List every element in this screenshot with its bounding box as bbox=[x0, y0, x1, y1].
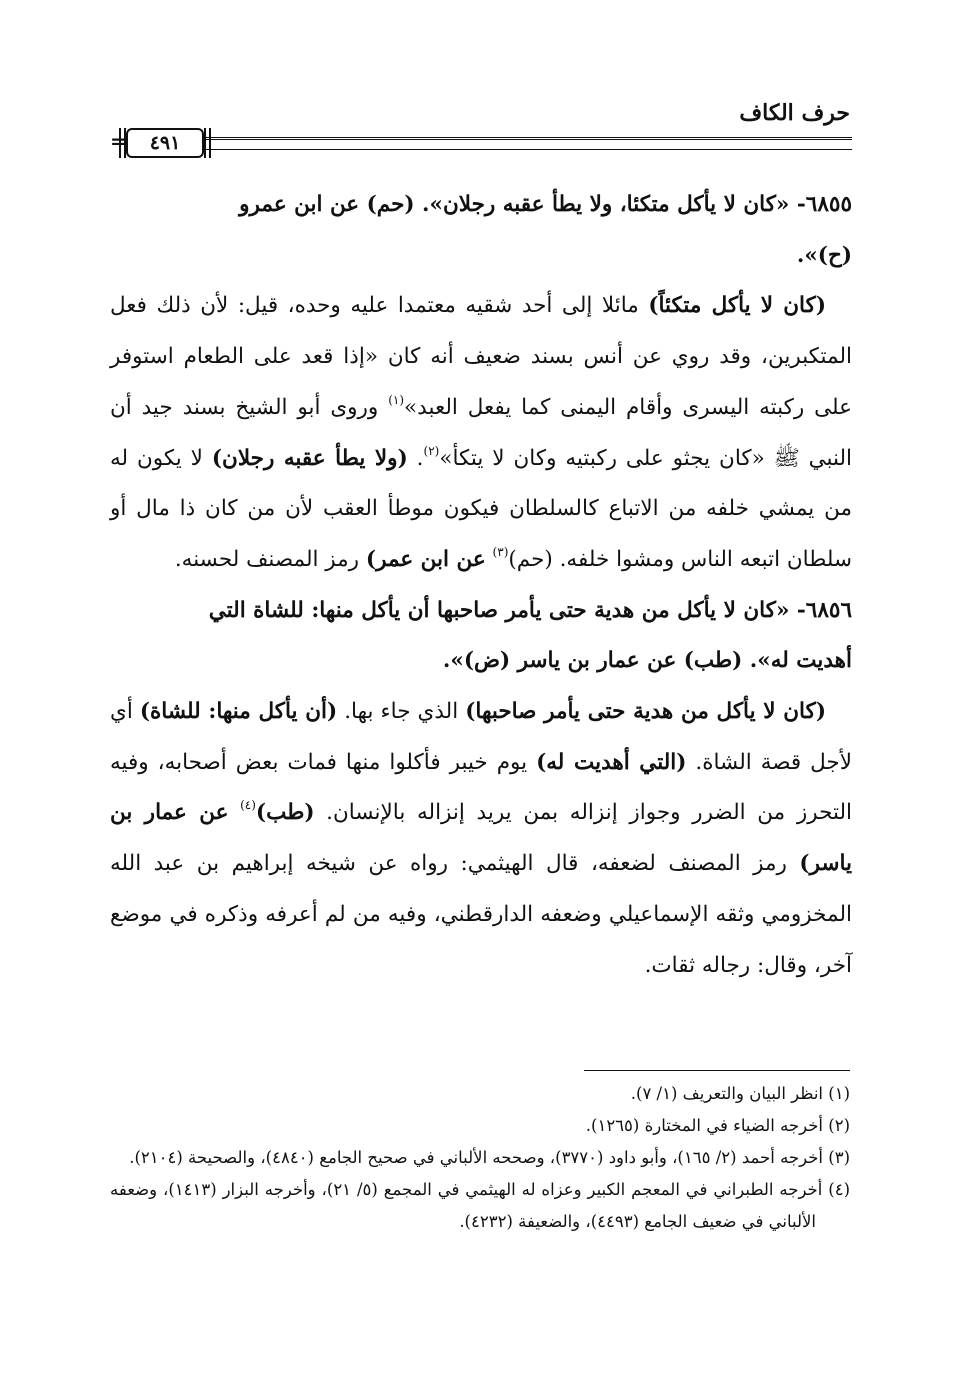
commentary-6855 bbox=[110, 281, 852, 585]
commentary-lemma: (التي أهديت له) bbox=[536, 749, 687, 775]
commentary-text: مائلا إلى أحد شقيه معتمدا عليه وحده، قيل: لأن ذلك فعل المتكبرين، وقد روي عن أنس بسند ضعيف أنه كان «إذا قعد على الطعام استوفر على ركبته اليسرى وأقام اليمنى كما يفعل العبد» bbox=[110, 293, 853, 420]
main-text bbox=[110, 180, 852, 991]
commentary-text: رمز المصنف لضعفه، قال الهيثمي: رواه عن شيخه إبراهيم بن عبد الله المخزومي وثقه الإسماعيلي وضعفه الدارقطني، وفيه من لم أعرفه وذكره في موضع آخر، وقال: رجاله ثقات. bbox=[110, 851, 852, 978]
hadith-6855 bbox=[110, 180, 852, 281]
commentary-text bbox=[486, 547, 493, 572]
commentary-lemma: (كان لا يأكل متكئاً) bbox=[648, 293, 827, 319]
footnote-2: (٢) أخرجه الضياء في المختارة (١٢٦٥). bbox=[585, 1116, 850, 1135]
hadith-6855-line-2: (ح)». bbox=[796, 242, 852, 268]
footnote-1: (١) انظر البيان والتعريف (١/ ٧). bbox=[630, 1084, 850, 1103]
chapter-title: حرف الكاف bbox=[739, 100, 850, 126]
page-number: ٤٩١ bbox=[126, 128, 204, 158]
commentary-text: . bbox=[407, 445, 424, 471]
footnote-ref-3[interactable]: (٣) bbox=[492, 544, 509, 559]
commentary-text: أي لأجل قصة الشاة. bbox=[110, 699, 852, 775]
footnote-ref-1[interactable]: (١) bbox=[388, 392, 405, 407]
footnotes bbox=[110, 1078, 850, 1238]
commentary-lemma: (طب) bbox=[255, 800, 315, 826]
commentary-lemma: عن عمار بن ياسر) bbox=[110, 800, 852, 877]
commentary-text: يوم خيبر فأكلوا منها فمات بعض أصحابه، وفيه التحرز من الضرر وجواز إنزاله بمن يريد إنزاله بالإنسان. bbox=[110, 749, 852, 826]
header-left-mark: = bbox=[110, 129, 127, 153]
footnote-3: (٣) أخرجه أحمد (٢/ ١٦٥)، وأبو داود (٣٧٧٠)، وصححه الألباني في صحيح الجامع (٤٨٤٠)، والصحيحة (٢١٠٤). bbox=[129, 1148, 850, 1167]
hadith-6856 bbox=[110, 586, 852, 687]
commentary-text: وروى أبو الشيخ بسند جيد أن النبي ﷺ «كان يجثو على ركبتيه وكان لا يتكأ» bbox=[110, 394, 853, 471]
commentary-lemma: (أن يأكل منها: للشاة) bbox=[139, 699, 338, 725]
commentary-text bbox=[228, 800, 240, 825]
commentary-text: رمز المصنف لحسنه. bbox=[174, 546, 366, 572]
commentary-lemma: (كان لا يأكل من هدية حتى يأمر صاحبها) bbox=[465, 699, 826, 725]
hadith-6856-line-2: أهديت له». (طب) عن عمار بن ياسر (ض)». bbox=[442, 648, 852, 674]
commentary-lemma: عن ابن عمر) bbox=[365, 546, 486, 572]
commentary-lemma: (ولا يطأ عقبه رجلان) bbox=[211, 445, 408, 471]
header-rule bbox=[202, 137, 852, 150]
footnote-4: (٤) أخرجه الطبراني في المعجم الكبير وعزاه له الهيثمي في المجمع (٥/ ٢١)، وأخرجه البزار (١٤١٣)، وضعفه الألباني في ضعيف الجامع (٤٤٩٣)، والضعيفة (٤٢٣٢). bbox=[110, 1180, 850, 1231]
hadith-6856-line-1: ٦٨٥٦- «كان لا يأكل من هدية حتى يأمر صاحبها أن يأكل منها: للشاة التي bbox=[208, 597, 852, 623]
commentary-6856 bbox=[110, 687, 852, 991]
hadith-6855-line-1: ٦٨٥٥- «كان لا يأكل متكئا، ولا يطأ عقبه رجلان». (حم) عن ابن عمرو bbox=[239, 192, 852, 217]
footnote-ref-4[interactable]: (٤) bbox=[240, 798, 256, 813]
commentary-text: الذي جاء بها. bbox=[337, 699, 466, 725]
commentary-text: لا يكون له من يمشي خلفه من الاتباع كالسلطان فيكون موطأ العقب لأن من كان ذا مال أو سلطان اتبعه الناس ومشوا خلفه. (حم) bbox=[110, 445, 852, 572]
footnote-ref-2[interactable]: (٢) bbox=[423, 443, 440, 458]
footnote-separator bbox=[584, 1070, 850, 1071]
